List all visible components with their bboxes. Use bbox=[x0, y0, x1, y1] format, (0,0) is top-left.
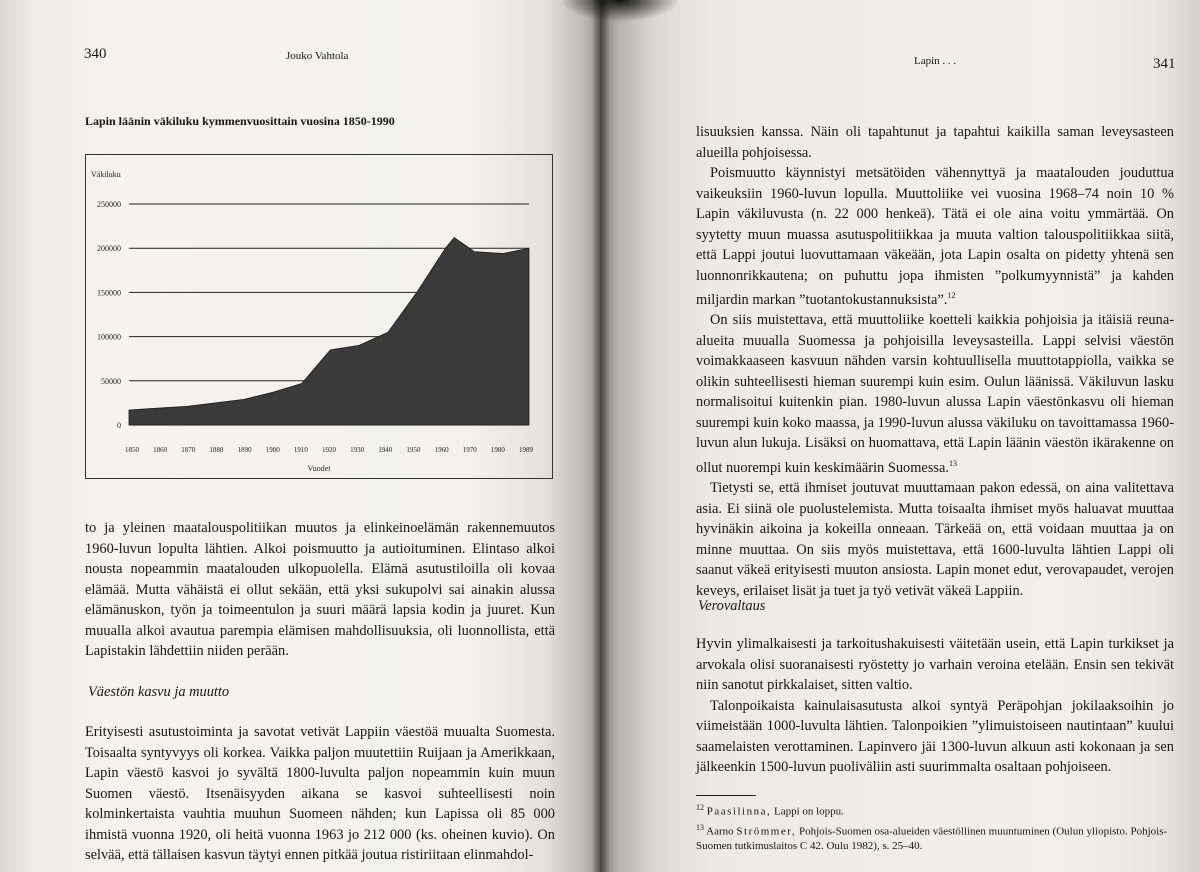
x-tick-label: 1910 bbox=[293, 446, 308, 454]
x-tick-label: 1860 bbox=[153, 446, 168, 454]
x-tick-label: 1900 bbox=[265, 446, 280, 454]
paragraph-right-5: Hyvin ylimalkaisesti ja tarkoitushakuisesti väitetään usein, että Lapin turkikset ja arvokala olisi suoranaisesti ryöstetty jo varhain veroina etelään. Ensin sen tekivät niin sanotut pirkkalaiset, sitten valtio. bbox=[696, 636, 1174, 693]
book-gutter bbox=[592, 0, 610, 872]
footnote-ref-12[interactable]: 12 bbox=[947, 291, 956, 300]
x-tick-label: 1960 bbox=[434, 446, 449, 454]
footnote-12: $^{12}$ Paasilinna, Lappi on loppu. bbox=[696, 803, 844, 818]
footnote-rule bbox=[696, 795, 756, 796]
right-page bbox=[600, 0, 1200, 872]
paragraph-right-4: Tietysti se, että ihmiset joutuvat muuttamaan pakon edessä, on aina valitettava asia. Ei siinä ole puolustelemista. Mutta toisaalta ihmiset myös haluavat muuttaa hyvinäkin aikoina ja kokeilla onneaan. Tärkeää on, että voidaan muuttaa ja on minne muuttaa. On siis myös muistettava, että 1600-luvulta lähtien Lappi oli saanut väkeä erityisesti muuton ansiosta. Lapin monet edut, verovapaudet, verojen keveys, erilaiset lisät ja tuet ja työ vetivät väkeä Lappiin. bbox=[696, 480, 1174, 599]
y-tick-label: 250000 bbox=[97, 200, 121, 209]
population-chart bbox=[85, 154, 553, 479]
y-tick-label: 50000 bbox=[101, 376, 121, 386]
paragraph-right-1: lisuuksien kanssa. Näin oli tapahtunut ja tapahtui kaikilla saman leveysasteen alueilla pohjoisessa. bbox=[696, 124, 1174, 161]
x-tick-label: 1930 bbox=[350, 446, 365, 454]
right-page-text-2 bbox=[696, 634, 1174, 778]
section-heading-verovaltaus: Verovaltaus bbox=[698, 598, 766, 614]
footnotes bbox=[696, 800, 1174, 854]
x-axis-label: Vuodet bbox=[307, 464, 331, 473]
paragraph-left-1: to ja yleinen maatalouspolitiikan muutos ja elinkeinoelämän rakennemuutos 1960-luvun lopulta lähtien. Alkoi poismuutto ja autioituminen. Elintaso alkoi nousta nopeammin maatalouden ulkopuolella. Elämä asutustiloilla oli kovaa elämää. Mutta vähäistä ei ollut sekään, että yksi sukupolvi sai ainakin alussa elämänuskon, työn ja toimeentulon ja suuri määrä lapsia kodin ja juuret. Kun muualla alkoi avautua parempia elämisen mahdollisuuksia, oli luonnollista, että Lapistakin lähdettiin niiden perään. bbox=[85, 520, 555, 659]
paragraph-right-3: On siis muistettava, että muuttoliike koetteli kaikkia pohjoisia ja itäisiä reuna-alueita muualla Suomessa ja pohjoisilla leveysasteilla. Lappi selvisi väestön voimakkaaseen kasvuun nähden varsin kohtuullisella muuttotappiolla, vaikka se olikin suhteellisesti hieman suurempi kuin esim. Oulun läänissä. Väkiluvun lasku normalisoitui kuitenkin pian. 1980-luvun alussa Lapin väestönkasvu oli hieman suurempi kuin koko maassa, ja 1990-luvun alussa väkiluku on tavoittamassa 1960-luvun alun lukuja. Lisäksi on huomattava, että Lapin läänin väestön ikärakenne on ollut nuorempi kuin keskimäärin Suomessa.$^{13}$ bbox=[696, 312, 1174, 476]
paragraph-right-6: Talonpoikaista kainulaisasutusta alkoi syntyä Peräpohjan jokilaaksoihin jo viimeistään 1000-luvulta lähtien. Talonpoikien ”ylimuistoiseen nautintaan” kuului saamelaisten verottaminen. Lapinvero jäi 1300-luvun alkuun asti kokonaan ja sen jälkeenkin 1500-luvun puoliväliin asti suurimmalta osaltaan pohjoiseen. bbox=[696, 697, 1174, 775]
x-tick-label: 1920 bbox=[322, 446, 336, 454]
paragraph-left-2: Erityisesti asutustoiminta ja savotat vetivät Lappiin väestöä muualta Suomesta. Toisaalta syntyvyys oli korkea. Vaikka paljon muutettiin Ruijaan ja Amerikkaan, Lapin väestö kasvoi jo syvältä 1800-luvulta paljon nopeammin kuin muun Suomen väestö. Itsenäisyyden aikana se kasvoi suhteellisesti noin kolminkertaista vauhtia muuhun Suomeen nähden; kun Lapissa oli 85 000 ihmistä vuonna 1920, oli heitä vuonna 1963 jo 212 000 (ks. oheinen kuvio). On selvää, että tällaisen kasvun täytyi ennen pitkää joutua ristiriitaan elinmahdol- bbox=[85, 724, 555, 863]
footnote-13: $^{13}$ Aarno Strömmer, Pohjois-Suomen osa-alueiden väestöllinen muuntuminen (Oulun yliopisto. Pohjois-Suomen tutkimuslaitos C 42. Oulu 1982), s. 25–40. bbox=[696, 822, 1168, 853]
x-tick-label: 1950 bbox=[406, 446, 421, 454]
x-tick-label: 1880 bbox=[209, 446, 224, 454]
y-tick-label: 200000 bbox=[97, 244, 121, 254]
page-number-right: 341 bbox=[1153, 56, 1176, 72]
chart-title: Lapin läänin väkiluku kymmenvuosittain vuosina 1850-1990 bbox=[85, 114, 395, 128]
y-axis-label: Väkiluku bbox=[91, 170, 121, 179]
right-page-text bbox=[696, 122, 1174, 601]
x-tick-label: 1850 bbox=[125, 446, 139, 454]
paragraph-right-2: Poismuutto käynnistyi metsätöiden vähennyttyä ja maatalouden jouduttua vaikeuksiin 1960-luvun lopulla. Muuttoliike vei vuosina 1968–74 noin 10 % Lapin väkiluvusta (n. 22 000 henkeä). Tätä ei ole aina voitu ymmärtää. On syytetty muun muassa asutuspolitiikkaa ja muuta valtion talouspolitiikkaa siitä, että Lappi joutui luovuttamaan väkeään, jota Lapin osalta on pidetty yhtenä sen luonnonrikkautena; on puhuttu jopa ihmisten ”polkumyynnistä” ja kahden miljardin markan ”tuotantokustannuksista”.$^{12}$ bbox=[696, 165, 1174, 308]
running-head-right: Lapin . . . bbox=[914, 55, 957, 67]
spine-shadow bbox=[560, 0, 680, 22]
running-head-left: Jouko Vahtola bbox=[286, 50, 349, 62]
footnote-ref-13[interactable]: 13 bbox=[949, 458, 958, 468]
page-number-left: 340 bbox=[84, 46, 107, 62]
chart-canvas bbox=[86, 155, 552, 478]
x-tick-label: 1989 bbox=[519, 446, 533, 454]
y-tick-label: 0 bbox=[117, 421, 121, 430]
population-area bbox=[129, 238, 529, 425]
section-heading-vaeston-kasvu: Väestön kasvu ja muutto bbox=[88, 684, 230, 700]
y-tick-label: 150000 bbox=[97, 288, 121, 298]
x-tick-label: 1870 bbox=[181, 446, 196, 454]
x-tick-label: 1980 bbox=[490, 446, 505, 454]
y-tick-label: 100000 bbox=[97, 332, 121, 342]
x-tick-label: 1970 bbox=[462, 446, 477, 454]
x-tick-label: 1890 bbox=[237, 446, 252, 454]
x-tick-label: 1940 bbox=[378, 446, 393, 454]
